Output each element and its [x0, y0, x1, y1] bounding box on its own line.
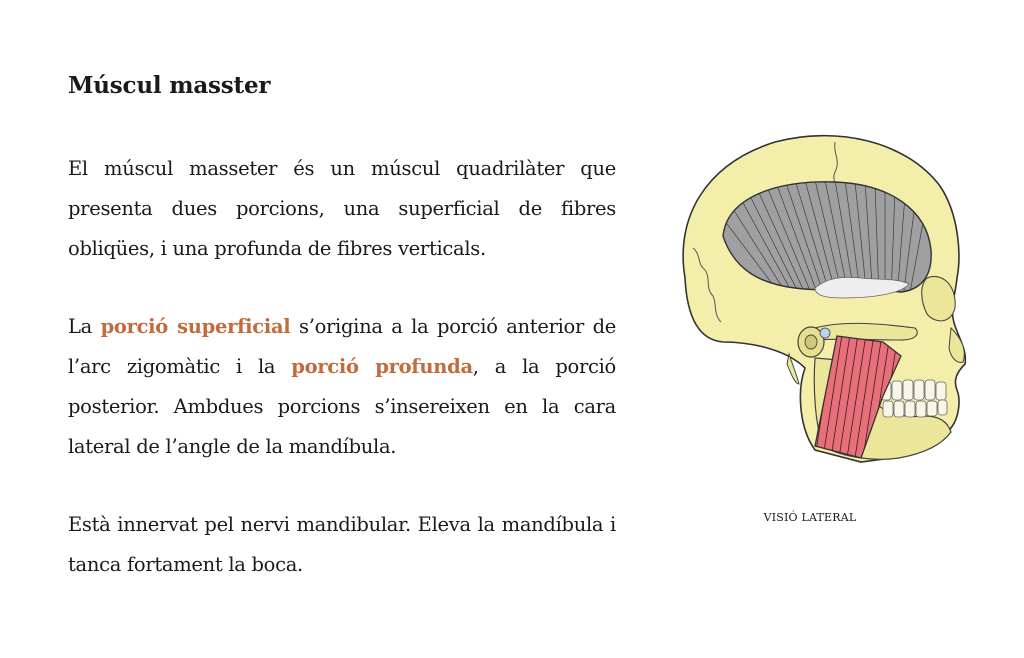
paragraph-innervation: Està innervat pel nervi mandibular. Eleva la mandíbula i tanca fortament la boca. [68, 513, 616, 576]
figure-caption: VISIÓ LATERAL [763, 511, 857, 524]
paragraph-text: La [68, 315, 101, 338]
paragraph-description: El múscul masseter és un múscul quadrilàter que presenta dues porcions, una superficial de fibres obliqües, i una profunda de fibres verticals. [68, 157, 616, 260]
text-column [68, 149, 616, 623]
skull-lateral-illustration [665, 128, 975, 488]
highlight-deep-portion: porció profunda [291, 355, 473, 378]
highlight-superficial-portion: porció superficial [100, 315, 291, 338]
page-title: Múscul masster [68, 72, 271, 99]
paragraph-text: s’origina a la porció anterior de l’arc zigomàtic i la [68, 315, 616, 378]
paragraph-origin-insertion [68, 307, 616, 467]
paragraph-text: , a la porció posterior. Ambdues porcions s’insereixen en la cara lateral de l’angle de la mandíbula. [68, 355, 616, 458]
